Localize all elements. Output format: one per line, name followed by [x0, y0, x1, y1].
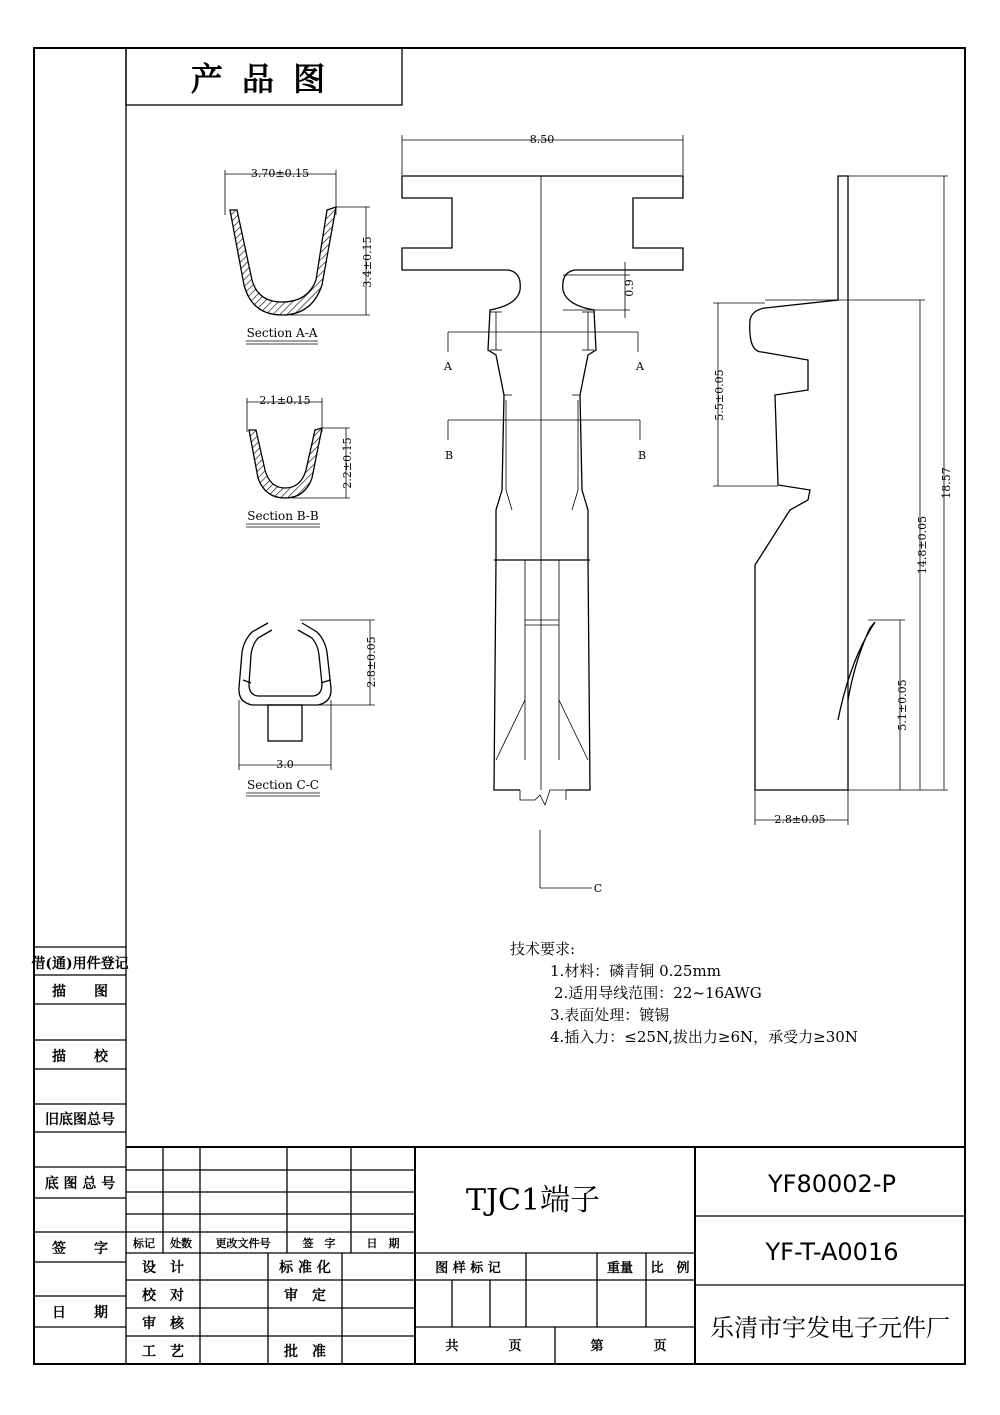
rev-header-count: 处数 — [170, 1237, 192, 1250]
terminal-outline-right — [541, 176, 683, 790]
outer-frame — [34, 48, 965, 1364]
marker-a-left: A — [444, 360, 452, 373]
dim-bb-height: 2.2±0.15 — [341, 437, 354, 489]
rev-header-sign: 签 字 — [302, 1237, 336, 1250]
weight-label: 重量 — [606, 1261, 634, 1276]
section-bb — [246, 394, 354, 527]
rev-header-mark: 标记 — [133, 1237, 155, 1250]
dim-upper-length: 5.5±0.05 — [713, 369, 726, 421]
dim-cc-width: 3.0 — [276, 758, 294, 771]
section-cc-profile — [239, 623, 331, 705]
rev-header-doc: 更改文件号 — [215, 1237, 271, 1250]
dim-width-top: 8.50 — [529, 133, 555, 146]
marker-b-right: B — [637, 449, 647, 462]
title-block — [126, 1147, 965, 1364]
signoff-approve-final: 审 定 — [284, 1288, 326, 1304]
total-pages-unit: 页 — [508, 1339, 522, 1354]
left-panel — [31, 947, 128, 1327]
dim-aa-height: 3.4±0.15 — [361, 236, 374, 288]
section-bb-profile — [249, 428, 322, 498]
technical-requirements — [510, 938, 858, 1048]
terminal-outline-left — [402, 176, 541, 790]
dim-side-width: 2.8±0.05 — [774, 813, 826, 826]
requirement-item: 1.材料：磷青铜 0.25mm — [550, 962, 721, 980]
page-no-unit: 页 — [653, 1339, 667, 1354]
marker-b-left: B — [444, 449, 454, 462]
dim-mid-length: 14.8±0.05 — [916, 515, 929, 575]
signoff-review: 审 核 — [142, 1316, 184, 1332]
side-view-spring — [838, 622, 875, 720]
side-view-outline — [750, 176, 848, 790]
panel-label-date: 日 期 — [52, 1305, 108, 1321]
dim-lower-length: 5.1±0.05 — [896, 679, 909, 731]
section-cc-label: Section C-C — [247, 778, 319, 792]
side-view — [713, 176, 953, 826]
panel-label-trace-check: 描 校 — [52, 1049, 108, 1065]
panel-label-old-number: 旧底图总号 — [45, 1112, 115, 1128]
dim-slot-gap: 0.9 — [623, 279, 636, 297]
requirement-item: 2.适用导线范围：22~16AWG — [554, 984, 762, 1002]
requirements-heading: 技术要求: — [510, 940, 576, 958]
section-aa-label: Section A-A — [246, 326, 318, 340]
drawing-number: YF80002-P — [768, 1170, 896, 1198]
signoff-check: 校 对 — [142, 1288, 184, 1304]
rev-header-date: 日 期 — [366, 1237, 400, 1250]
panel-label-trace: 描 图 — [52, 984, 108, 1000]
section-cc — [239, 620, 378, 796]
page-title: 产 品 图 — [190, 60, 330, 98]
signoff-standard: 标 准 化 — [279, 1260, 331, 1276]
sample-mark-label: 图 样 标 记 — [435, 1261, 501, 1276]
dim-cc-height: 2.8±0.05 — [365, 636, 378, 688]
signoff-design: 设 计 — [142, 1260, 184, 1276]
section-aa-profile — [230, 207, 336, 315]
requirement-item: 3.表面处理：镀锡 — [550, 1006, 670, 1024]
dim-bb-width: 2.1±0.15 — [259, 394, 311, 407]
panel-label-register: 借(通)用件登记 — [31, 956, 129, 972]
scale-label: 比 例 — [650, 1261, 690, 1276]
dim-aa-width: 3.70±0.15 — [250, 167, 310, 180]
panel-label-sign: 签 字 — [52, 1241, 108, 1257]
marker-c: C — [593, 882, 603, 895]
company-name: 乐清市宇发电子元件厂 — [710, 1314, 950, 1342]
section-bb-label: Section B-B — [247, 509, 319, 523]
requirement-item: 4.插入力：≤25N,拔出力≥6N，承受力≥30N — [550, 1028, 858, 1046]
panel-label-base-number: 底 图 总 号 — [44, 1176, 116, 1192]
section-cc-tab — [268, 705, 302, 741]
signoff-process: 工 艺 — [142, 1344, 184, 1360]
total-pages-label: 共 — [445, 1339, 459, 1354]
section-aa — [225, 167, 374, 344]
dim-total-length: 18.57 — [940, 467, 953, 499]
drawing-code: YF-T-A0016 — [765, 1238, 899, 1266]
product-name: TJC1端子 — [465, 1183, 601, 1218]
page-no-label: 第 — [590, 1339, 604, 1354]
front-view — [402, 133, 683, 895]
signoff-approve: 批 准 — [284, 1344, 326, 1360]
marker-a-right: A — [636, 360, 644, 373]
